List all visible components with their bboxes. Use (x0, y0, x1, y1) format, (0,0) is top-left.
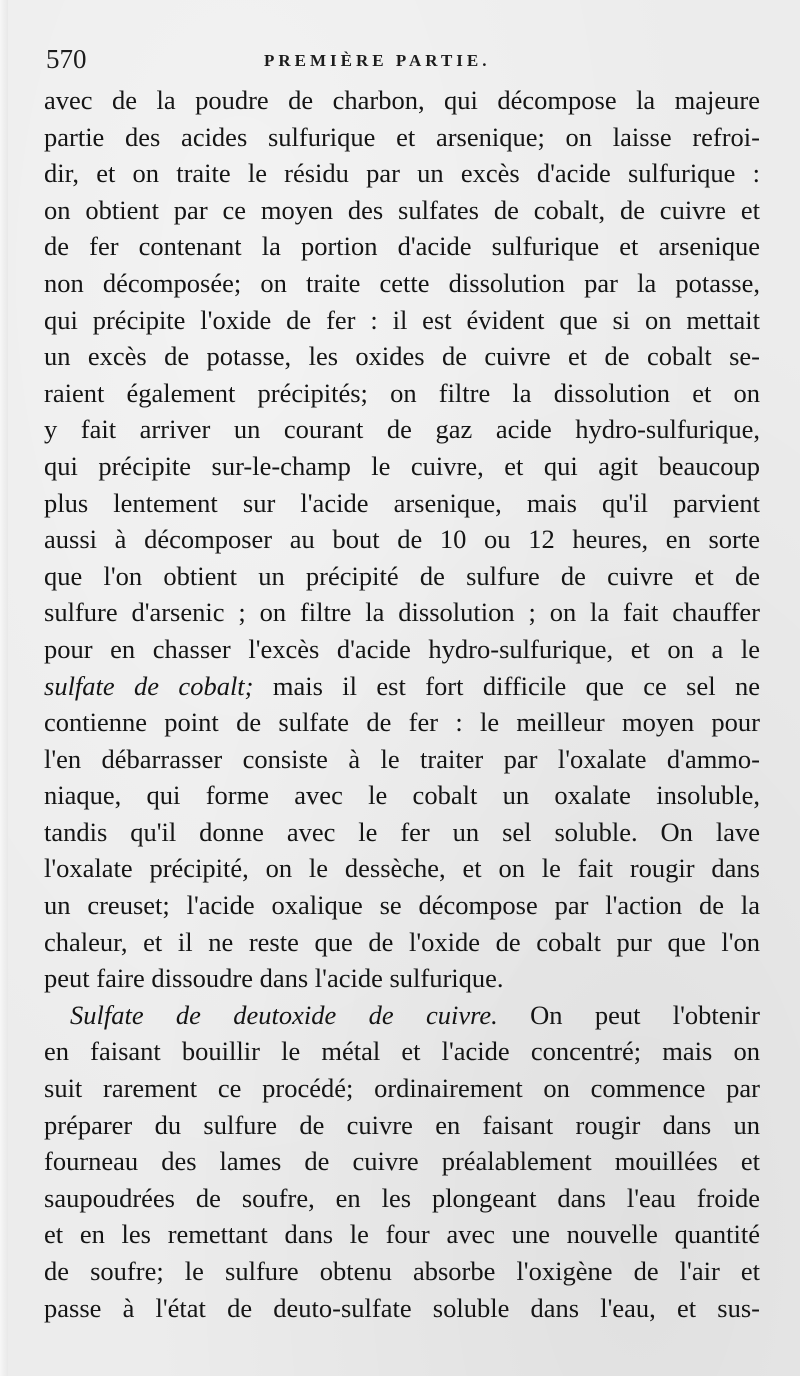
text-line: l'en débarrasser consiste à le traiter par l'oxalate d'ammo- (44, 743, 760, 774)
paragraph-end-line: peut faire dissoudre dans l'acide sulfurique. (44, 963, 504, 994)
text-line-mixed (44, 668, 760, 705)
text-line: plus lentement sur l'acide arsenique, mais qu'il parvient (44, 487, 760, 518)
text-line: et en les remettant dans le four avec une nouvelle quantité (44, 1219, 760, 1250)
text-line: passe à l'état de deuto-sulfate soluble dans l'eau, et sus- (44, 1292, 760, 1323)
text-line: un creuset; l'acide oxalique se décompose par l'action de la (44, 890, 760, 921)
text-line: qui précipite l'oxide de fer : il est évident que si on mettait (44, 304, 760, 335)
text-line: l'oxalate précipité, on le dessèche, et on le fait rougir dans (44, 853, 760, 884)
text-run: mais il est fort difficile que ce sel ne (253, 670, 760, 701)
text-line: dir, et on traite le résidu par un excès d'acide sulfurique : (44, 158, 760, 189)
text-line: fourneau des lames de cuivre préalablement mouillées et (44, 1146, 760, 1177)
text-line: suit rarement ce procédé; ordinairement on commence par (44, 1073, 760, 1104)
page-number: 570 (46, 44, 87, 74)
text-line: un excès de potasse, les oxides de cuivre et de cobalt se- (44, 341, 760, 372)
text-line: aussi à décomposer au bout de 10 ou 12 heures, en sorte (44, 524, 760, 555)
italic-term: sulfate de cobalt; (44, 670, 254, 701)
text-line: saupoudrées de soufre, en les plongeant dans l'eau froide (44, 1182, 760, 1213)
text-line: partie des acides sulfurique et arsenique; on laisse refroi- (44, 121, 760, 152)
text-line: qui précipite sur-le-champ le cuivre, et qui agit beaucoup (44, 450, 760, 481)
text-line: non décomposée; on traite cette dissolution par la potasse, (44, 267, 760, 298)
text-run: On peut l'obtenir (497, 999, 760, 1030)
text-line: avec de la poudre de charbon, qui décompose la majeure (44, 85, 760, 115)
text-line: niaque, qui forme avec le cobalt un oxalate insoluble, (44, 780, 760, 811)
text-line: pour en chasser l'excès d'acide hydro-sulfurique, et on a le (44, 633, 760, 664)
text-line: de fer contenant la portion d'acide sulfurique et arsenique (44, 231, 760, 262)
text-line: préparer du sulfure de cuivre en faisant rougir dans un (44, 1109, 760, 1140)
body-text (44, 82, 760, 1326)
text-line: de soufre; le sulfure obtenu absorbe l'oxigène de l'air et (44, 1256, 760, 1286)
text-line: que l'on obtient un précipité de sulfure de cuivre et de (44, 560, 760, 591)
section-heading-line (44, 997, 760, 1034)
text-line: contienne point de sulfate de fer : le meilleur moyen pour (44, 707, 760, 738)
text-line: sulfure d'arsenic ; on filtre la dissolution ; on la fait chauffer (44, 597, 760, 628)
text-line: chaleur, et il ne reste que de l'oxide de cobalt pur que l'on (44, 926, 760, 957)
text-line: en faisant bouillir le métal et l'acide concentré; mais on (44, 1036, 760, 1067)
running-head: PREMIÈRE PARTIE. (264, 51, 491, 70)
italic-heading: Sulfate de deutoxide de cuivre. (70, 999, 498, 1030)
text-line: tandis qu'il donne avec le fer un sel soluble. On lave (44, 816, 760, 847)
text-line: y fait arriver un courant de gaz acide hydro-sulfurique, (44, 414, 760, 445)
page-header (46, 44, 762, 78)
page-edge (0, 0, 8, 1376)
text-line: on obtient par ce moyen des sulfates de cobalt, de cuivre et (44, 194, 760, 225)
text-line: raient également précipités; on filtre la dissolution et on (44, 377, 760, 408)
